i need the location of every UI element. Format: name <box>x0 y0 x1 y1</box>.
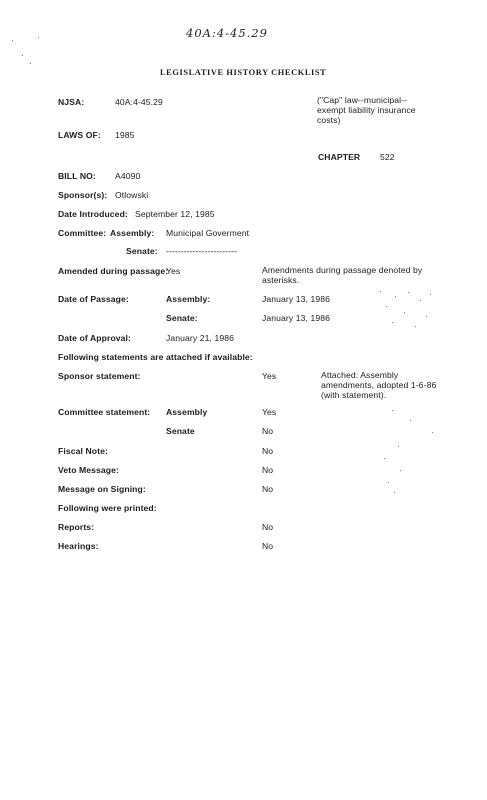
laws-of-value: 1985 <box>115 130 135 140</box>
committee-statement-senate-label: Senate <box>166 426 195 436</box>
scan-speck <box>430 294 431 295</box>
amended-value: Yes <box>166 266 181 276</box>
scan-speck <box>415 326 416 327</box>
hearings-value: No <box>262 541 274 551</box>
scan-speck <box>392 410 393 411</box>
scan-speck <box>432 432 433 433</box>
sponsors-label: Sponsor(s): <box>58 190 108 200</box>
scan-speck <box>30 63 31 64</box>
bill-no-label: BILL NO: <box>58 171 96 181</box>
sponsors-value: Otlowski <box>115 190 149 200</box>
reports-label: Reports: <box>58 522 95 532</box>
committee-assembly-label: Assembly: <box>110 228 155 238</box>
passage-assembly-value: January 13, 1986 <box>262 294 331 304</box>
scan-speck <box>395 296 396 297</box>
committee-assembly-value: Municipal Goverment <box>166 228 250 238</box>
committee-statement-assembly-value: Yes <box>262 407 277 417</box>
handwritten-note: 40A:4-45.29 <box>186 26 268 40</box>
bill-no-value: A4090 <box>115 171 141 181</box>
committee-senate-label: Senate: <box>126 246 158 256</box>
scan-speck <box>426 316 427 317</box>
passage-senate-value: January 13, 1986 <box>262 313 331 323</box>
scan-speck <box>420 300 421 301</box>
scan-speck <box>380 291 381 292</box>
njsa-description: ("Cap" law--municipal--exempt liability insurance costs) <box>317 95 416 125</box>
scan-speck <box>38 37 39 38</box>
passage-assembly-label: Assembly: <box>166 294 211 304</box>
scan-speck <box>386 306 387 307</box>
njsa-value: 40A:4-45.29 <box>115 97 163 107</box>
committee-label: Committee: <box>58 228 107 238</box>
committee-statement-assembly-label: Assembly <box>166 407 208 417</box>
scan-speck <box>392 322 393 323</box>
scan-speck <box>394 492 395 493</box>
njsa-label: NJSA: <box>58 97 85 107</box>
scan-speck <box>408 292 409 293</box>
date-of-approval-label: Date of Approval: <box>58 333 132 343</box>
chapter-label: CHAPTER <box>318 152 361 162</box>
amended-label: Amended during passage: <box>58 266 169 276</box>
scan-speck <box>410 420 411 421</box>
veto-message-value: No <box>262 465 274 475</box>
sponsor-statement-note: Attached: Assembly amendments, adopted 1-6-86 (with statement). <box>321 370 437 400</box>
date-of-passage-label: Date of Passage: <box>58 294 129 304</box>
committee-statement-label: Committee statement: <box>58 407 151 417</box>
following-attached-heading: Following statements are attached if available: <box>58 352 253 362</box>
scan-speck <box>398 446 399 447</box>
date-of-approval-value: January 21, 1986 <box>166 333 235 343</box>
committee-senate-value: ------------------------ <box>166 246 238 256</box>
fiscal-note-value: No <box>262 446 274 456</box>
scan-speck <box>12 40 13 41</box>
veto-message-label: Veto Message: <box>58 465 120 475</box>
sponsor-statement-label: Sponsor statement: <box>58 371 141 381</box>
amended-note: Amendments during passage denoted by asterisks. <box>262 265 423 285</box>
laws-of-label: LAWS OF: <box>58 130 101 140</box>
date-introduced-label: Date Introduced: <box>58 209 128 219</box>
scan-speck <box>400 470 401 471</box>
sponsor-statement-value: Yes <box>262 371 277 381</box>
chapter-value: 522 <box>380 152 395 162</box>
page-title: LEGISLATIVE HISTORY CHECKLIST <box>160 68 327 77</box>
passage-senate-label: Senate: <box>166 313 198 323</box>
message-on-signing-value: No <box>262 484 274 494</box>
fiscal-note-label: Fiscal Note: <box>58 446 108 456</box>
scan-speck <box>404 312 405 313</box>
reports-value: No <box>262 522 274 532</box>
message-on-signing-label: Message on Signing: <box>58 484 146 494</box>
scan-speck <box>384 458 385 459</box>
hearings-label: Hearings: <box>58 541 99 551</box>
committee-statement-senate-value: No <box>262 426 274 436</box>
scan-speck <box>22 55 23 56</box>
date-introduced-value: September 12, 1985 <box>135 209 215 219</box>
scan-speck <box>388 482 389 483</box>
following-printed-heading: Following were printed: <box>58 503 157 513</box>
